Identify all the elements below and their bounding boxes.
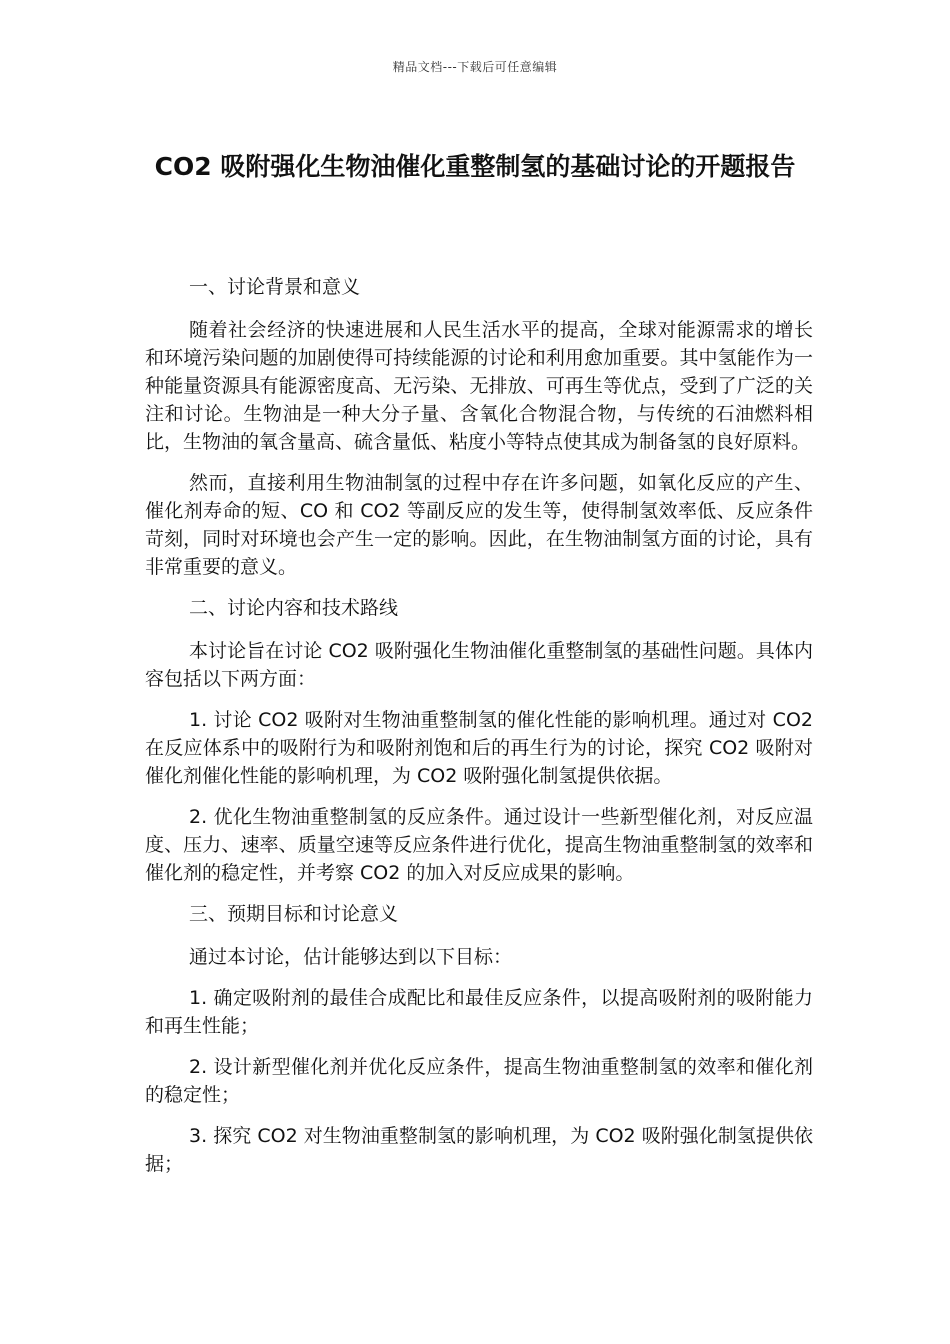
section-heading-goals: 三、预期目标和讨论意义 (189, 903, 399, 925)
list-item: 2. 优化生物油重整制氢的反应条件。通过设计一些新型催化剂，对反应温度、压力、速率、质量空速等反应条件进行优化，提高生物油重整制氢的效率和催化剂的稳定性，并考察 CO2 的加入对反应成果的影响。 (145, 806, 813, 884)
section-heading-background: 一、讨论背景和意义 (189, 276, 361, 298)
document-title: CO2 吸附强化生物油催化重整制氢的基础讨论的开题报告 (154, 152, 796, 181)
paragraph: 随着社会经济的快速进展和人民生活水平的提高，全球对能源需求的增长和环境污染问题的加剧使得可持续能源的讨论和利用愈加重要。其中氢能作为一种能量资源具有能源密度高、无污染、无排放、可再生等优点，受到了广泛的关注和讨论。生物油是一种大分子量、含氧化合物混合物，与传统的石油燃料相比，生物油的氧含量高、硫含量低、粘度小等特点使其成为制备氢的良好原料。 (145, 319, 813, 453)
document-body (145, 273, 813, 1191)
paragraph: 本讨论旨在讨论 CO2 吸附强化生物油催化重整制氢的基础性问题。具体内容包括以下两方面： (145, 640, 813, 690)
paragraph: 通过本讨论，估计能够达到以下目标： (189, 946, 513, 968)
list-item: 2. 设计新型催化剂并优化反应条件，提高生物油重整制氢的效率和催化剂的稳定性； (145, 1056, 813, 1106)
list-item: 1. 确定吸附剂的最佳合成配比和最佳反应条件，以提高吸附剂的吸附能力和再生性能； (145, 987, 813, 1037)
paragraph: 然而，直接利用生物油制氢的过程中存在许多问题，如氧化反应的产生、催化剂寿命的短、CO 和 CO2 等副反应的发生等，使得制氢效率低、反应条件苛刻，同时对环境也会产生一定的影响。因此，在生物油制氢方面的讨论，具有非常重要的意义。 (145, 472, 813, 578)
list-item: 1. 讨论 CO2 吸附对生物油重整制氢的催化性能的影响机理。通过对 CO2 在反应体系中的吸附行为和吸附剂饱和后的再生行为的讨论，探究 CO2 吸附对催化剂催化性能的影响机理，为 CO2 吸附强化制氢提供依据。 (145, 709, 813, 787)
header-note: 精品文档---下载后可任意编辑 (392, 60, 558, 74)
list-item: 3. 探究 CO2 对生物油重整制氢的影响机理，为 CO2 吸附强化制氢提供依据； (145, 1125, 813, 1175)
section-heading-content: 二、讨论内容和技术路线 (189, 597, 399, 619)
